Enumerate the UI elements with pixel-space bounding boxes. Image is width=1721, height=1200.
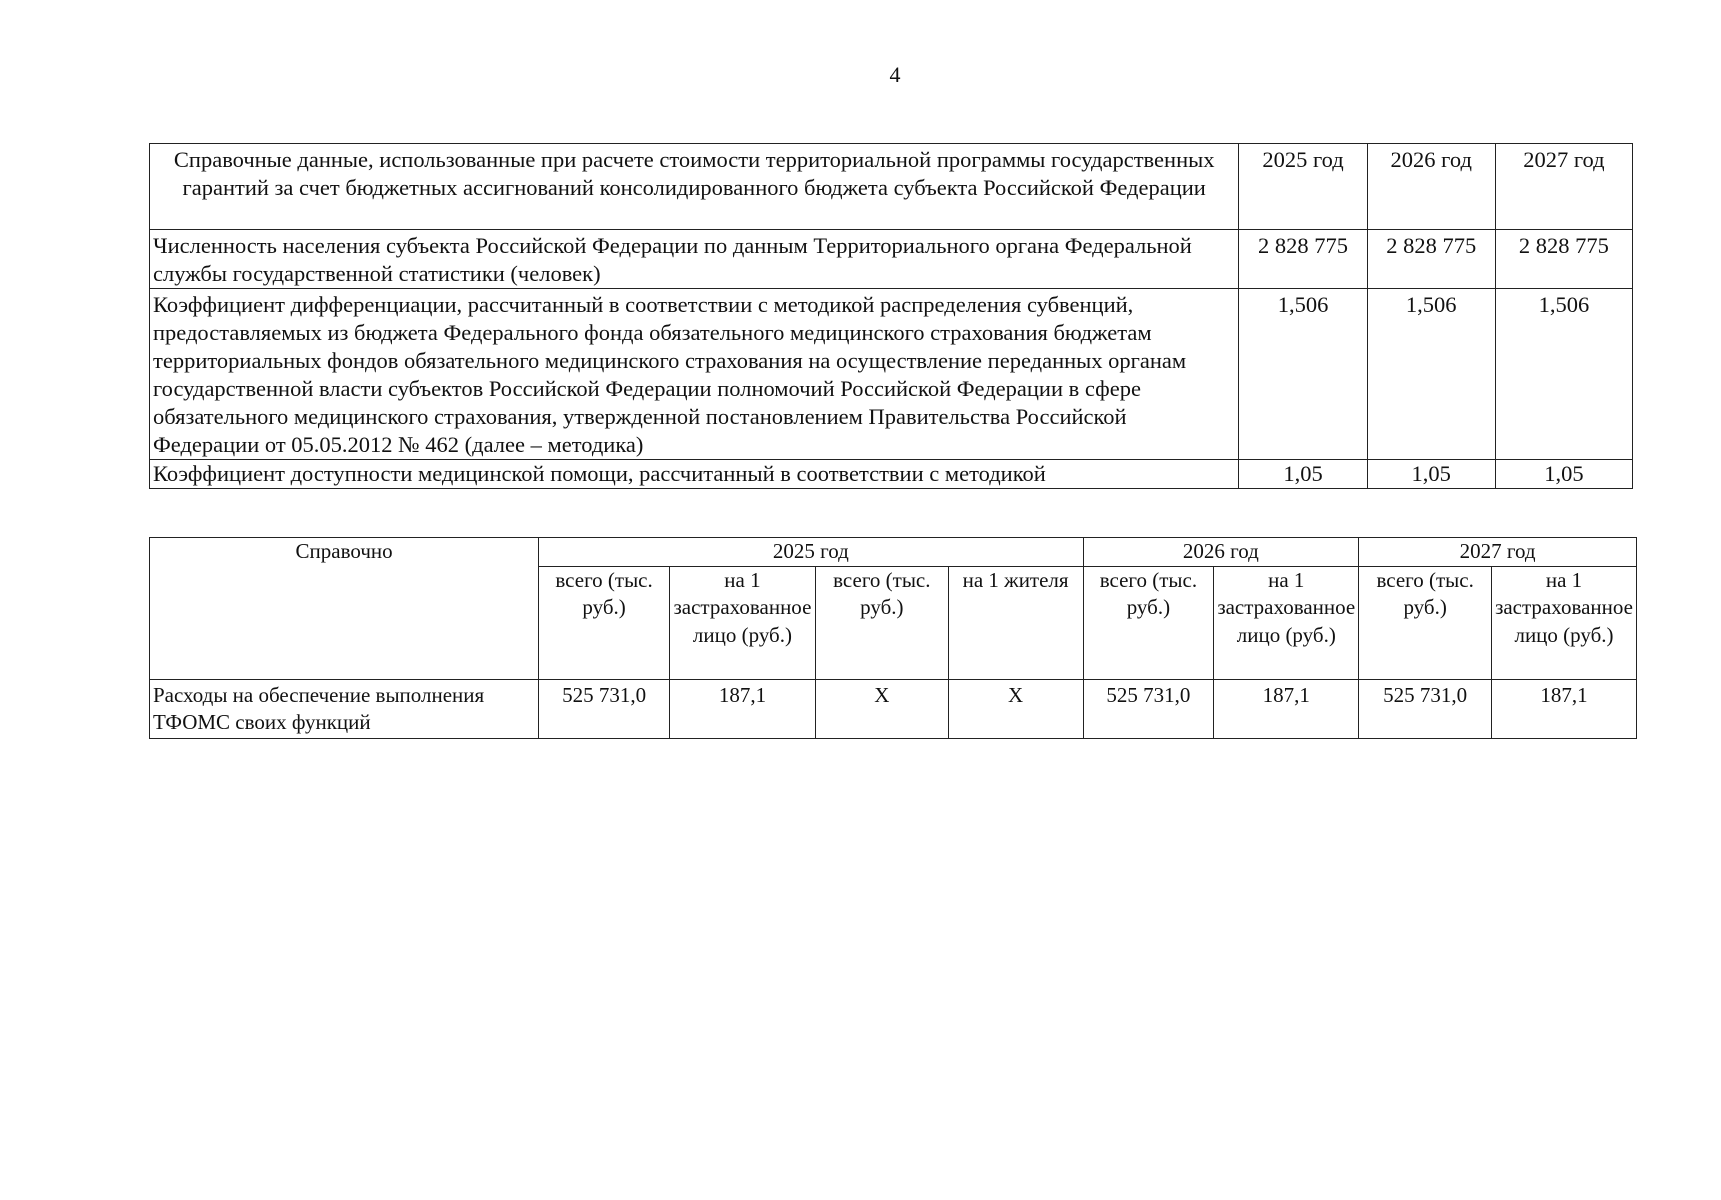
- header-year-2025: 2025 год: [1239, 144, 1367, 230]
- row-label: Коэффициент доступности медицинской помощи, рассчитанный в соответствии с методикой: [150, 460, 1239, 489]
- header-year-2027: 2027 год: [1359, 538, 1637, 567]
- cell-value: 1,506: [1367, 289, 1495, 460]
- cell-value: 2 828 775: [1239, 230, 1367, 289]
- table-row: [150, 679, 1637, 738]
- cell-value: 187,1: [1214, 679, 1359, 738]
- table-row: [150, 289, 1633, 460]
- header-year-2026: 2026 год: [1367, 144, 1495, 230]
- cell-value: 187,1: [1492, 679, 1637, 738]
- subheader-cell: на 1 застрахованное лицо (руб.): [1214, 566, 1359, 679]
- table-header-row: [150, 144, 1633, 230]
- cell-value: 2 828 775: [1495, 230, 1632, 289]
- cell-value: 187,1: [669, 679, 815, 738]
- reference-data-table: [149, 143, 1633, 489]
- table-header-row: [150, 538, 1637, 567]
- corner-label-text: Справочно: [295, 539, 393, 563]
- cell-value: 1,05: [1367, 460, 1495, 489]
- page-number: 4: [889, 62, 901, 87]
- cell-value: 525 731,0: [1083, 679, 1214, 738]
- header-year-2027: 2027 год: [1495, 144, 1632, 230]
- cell-value: 525 731,0: [539, 679, 670, 738]
- cell-value: 1,506: [1239, 289, 1367, 460]
- subheader-cell: на 1 застрахованное лицо (руб.): [669, 566, 815, 679]
- cell-value: 1,05: [1239, 460, 1367, 489]
- expenses-reference-table: [149, 537, 1637, 739]
- subheader-cell: на 1 жителя: [948, 566, 1083, 679]
- cell-value: 1,506: [1495, 289, 1632, 460]
- cell-value: 525 731,0: [1359, 679, 1492, 738]
- header-corner-label: [150, 538, 539, 680]
- header-year-2026: 2026 год: [1083, 538, 1359, 567]
- row-label: Численность населения субъекта Российской Федерации по данным Территориального органа Федеральной службы государственной статистики (человек): [150, 230, 1239, 289]
- row-label: Коэффициент дифференциации, рассчитанный в соответствии с методикой распределения субвенций, предоставляемых из бюджета Федерального фонда обязательного медицинского страхования бюджетам территориальных фондов обязательного медицинского страхования на осуществление переданных органам государственной власти субъектов Российской Федерации полномочий Российской Федерации в сфере обязательного медицинского страхования, утвержденной постановлением Правительства Российской Федерации от 05.05.2012 № 462 (далее – методика): [150, 289, 1239, 460]
- table-row: [150, 460, 1633, 489]
- header-year-2025: 2025 год: [539, 538, 1083, 567]
- cell-value: 2 828 775: [1367, 230, 1495, 289]
- cell-value: Х: [948, 679, 1083, 738]
- cell-value: Х: [815, 679, 948, 738]
- header-description: Справочные данные, использованные при расчете стоимости территориальной программы государственных гарантий за счет бюджетных ассигнований консолидированного бюджета субъекта Российской Федерации: [150, 144, 1239, 230]
- subheader-cell: всего (тыс. руб.): [1083, 566, 1214, 679]
- table-row: [150, 230, 1633, 289]
- subheader-cell: на 1 застрахованное лицо (руб.): [1492, 566, 1637, 679]
- cell-value: 1,05: [1495, 460, 1632, 489]
- row-label: Расходы на обеспечение выполнения ТФОМС своих функций: [150, 679, 539, 738]
- subheader-cell: всего (тыс. руб.): [815, 566, 948, 679]
- subheader-cell: всего (тыс. руб.): [539, 566, 670, 679]
- subheader-cell: всего (тыс. руб.): [1359, 566, 1492, 679]
